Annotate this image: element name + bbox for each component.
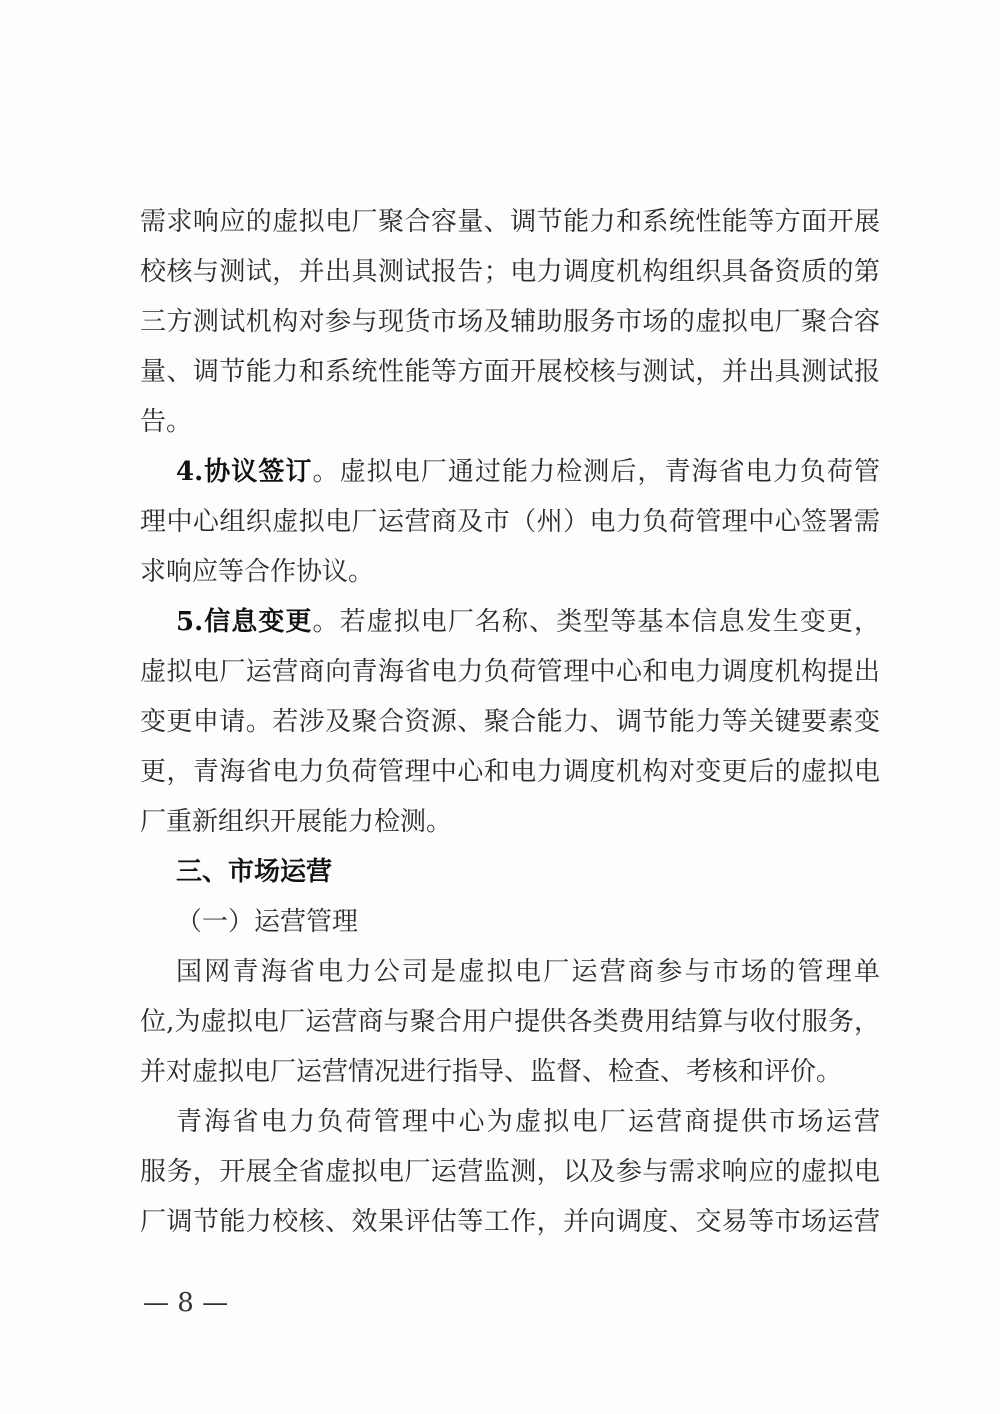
paragraph-load-management-center bbox=[140, 1097, 880, 1247]
text-line: 厂重新组织开展能力检测。 bbox=[140, 807, 453, 837]
text-line: 告。 bbox=[140, 407, 193, 437]
subsection-heading: （一）运营管理 bbox=[176, 907, 359, 937]
paragraph-info-change bbox=[140, 597, 880, 847]
text-line: 服务，开展全省虚拟电厂运营监测，以及参与需求响应的虚拟电 bbox=[140, 1157, 880, 1187]
text-line bbox=[140, 447, 880, 497]
text-line: 虚拟电厂运营商向青海省电力负荷管理中心和电力调度机构提出 bbox=[140, 657, 880, 687]
text-line: 理中心组织虚拟电厂运营商及市（州）电力负荷管理中心签署需 bbox=[140, 507, 880, 537]
text-line: 求响应等合作协议。 bbox=[140, 557, 375, 587]
section-heading: 三、市场运营 bbox=[176, 857, 333, 887]
paragraph-operation-management bbox=[140, 947, 880, 1097]
item-heading: 5.信息变更 bbox=[176, 607, 313, 637]
page-number: — 8 — bbox=[143, 1288, 229, 1318]
text-line: 三方测试机构对参与现货市场及辅助服务市场的虚拟电厂聚合容 bbox=[140, 307, 880, 337]
text-run: 。若虚拟电厂名称、类型等基本信息发生变更， bbox=[312, 607, 880, 637]
text-line: 并对虚拟电厂运营情况进行指导、监督、检查、考核和评价。 bbox=[140, 1057, 843, 1087]
text-line: 青海省电力负荷管理中心为虚拟电厂运营商提供市场运营 bbox=[176, 1107, 880, 1137]
document-body bbox=[140, 197, 880, 1247]
text-run: 。虚拟电厂通过能力检测后，青海省电力负荷管 bbox=[312, 457, 880, 487]
item-heading: 4.协议签订 bbox=[176, 457, 313, 487]
text-line: 厂调节能力校核、效果评估等工作，并向调度、交易等市场运营 bbox=[140, 1207, 880, 1237]
paragraph-capacity-testing bbox=[140, 197, 880, 447]
text-line bbox=[140, 597, 880, 647]
paragraph-agreement-signing bbox=[140, 447, 880, 597]
text-line: 更，青海省电力负荷管理中心和电力调度机构对变更后的虚拟电 bbox=[140, 757, 880, 787]
text-line: 国网青海省电力公司是虚拟电厂运营商参与市场的管理单 bbox=[176, 957, 880, 987]
text-line: 变更申请。若涉及聚合资源、聚合能力、调节能力等关键要素变 bbox=[140, 707, 880, 737]
text-line: 位,为虚拟电厂运营商与聚合用户提供各类费用结算与收付服务， bbox=[140, 1007, 880, 1037]
text-line: 量、调节能力和系统性能等方面开展校核与测试，并出具测试报 bbox=[140, 357, 880, 387]
text-line: 需求响应的虚拟电厂聚合容量、调节能力和系统性能等方面开展 bbox=[140, 207, 880, 237]
text-line: 校核与测试，并出具测试报告；电力调度机构组织具备资质的第 bbox=[140, 257, 880, 287]
